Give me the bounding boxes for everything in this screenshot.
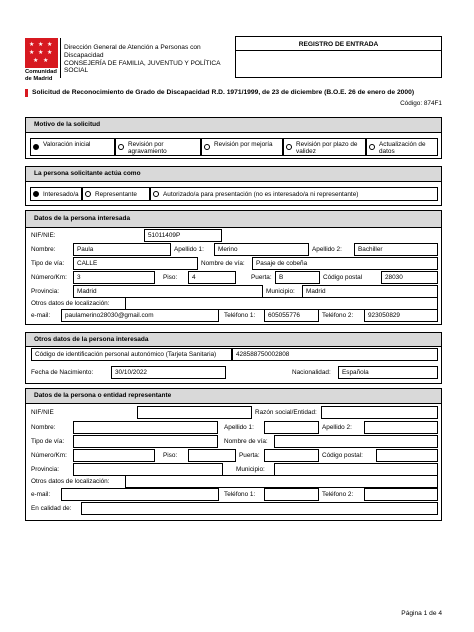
org-line2: CONSEJERÍA DE FAMILIA, JUVENTUD Y POLÍTICA SOCIAL bbox=[64, 59, 221, 75]
nombrevia-field[interactable]: Pasaje de cobeña bbox=[252, 257, 438, 270]
org-line1: Dirección General de Atención a Personas con Discapacidad bbox=[64, 44, 201, 59]
page-number: Página 1 de 4 bbox=[401, 610, 442, 617]
title-accent-bar bbox=[25, 89, 28, 97]
registro-entrada-box bbox=[235, 36, 442, 78]
tel2-field[interactable]: 923050829 bbox=[364, 309, 438, 322]
provincia-field[interactable]: Madrid bbox=[73, 285, 263, 298]
interesada-section bbox=[25, 210, 442, 325]
cp-field[interactable]: 28030 bbox=[381, 271, 438, 284]
motivo-option-actualizacion[interactable] bbox=[366, 138, 438, 156]
tel2-label: Teléfono 2: bbox=[322, 312, 354, 319]
rep-municipio-label: Municipio: bbox=[236, 466, 265, 473]
motivo-option-label: Revisión por mejoría bbox=[214, 141, 273, 148]
actua-option-interesado[interactable] bbox=[30, 187, 82, 201]
rep-tipovia-field[interactable] bbox=[73, 435, 218, 448]
rep-puerta-field[interactable] bbox=[264, 449, 319, 462]
rep-calidad-label: En calidad de: bbox=[31, 505, 72, 512]
provincia-label: Provincia: bbox=[31, 288, 60, 295]
radio-checked-icon[interactable] bbox=[33, 191, 39, 197]
logo-text-line2: de Madrid bbox=[25, 75, 53, 82]
rep-email-label: e-mail: bbox=[31, 491, 51, 498]
email-label: e-mail: bbox=[31, 312, 51, 319]
rep-razon-field[interactable] bbox=[321, 406, 438, 419]
otros-datos-section bbox=[25, 332, 442, 384]
radio-unchecked-icon[interactable] bbox=[85, 191, 91, 197]
otros-datos-heading: Otros datos de la persona interesada bbox=[26, 333, 441, 347]
rep-nombre-label: Nombre: bbox=[31, 424, 56, 431]
fecha-nacimiento-label: Fecha de Nacimiento: bbox=[31, 369, 94, 376]
actua-option-autorizado[interactable] bbox=[150, 187, 438, 201]
rep-piso-field[interactable] bbox=[188, 449, 236, 462]
fecha-nacimiento-field[interactable]: 30/10/2022 bbox=[111, 366, 226, 379]
nacionalidad-label: Nacionalidad: bbox=[292, 369, 331, 376]
rep-calidad-field[interactable] bbox=[81, 502, 438, 515]
motivo-section bbox=[25, 117, 442, 159]
nombrevia-label: Nombre de vía: bbox=[201, 260, 245, 267]
document-title: Solicitud de Reconocimiento de Grado de Discapacidad R.D. 1971/1999, de 23 de diciembre (B.O.E. 26 de enero de 2000) bbox=[32, 89, 415, 96]
rep-numero-label: Número/Km: bbox=[31, 452, 67, 459]
rep-tel2-label: Teléfono 2: bbox=[322, 491, 354, 498]
piso-field[interactable]: 4 bbox=[188, 271, 236, 284]
numero-field[interactable]: 3 bbox=[73, 271, 155, 284]
nif-field[interactable]: 51011409P bbox=[144, 229, 222, 242]
motivo-option-label: Revisión por plazo de validez bbox=[296, 141, 358, 156]
apellido1-label: Apellido 1: bbox=[174, 246, 204, 253]
motivo-option-inicial[interactable] bbox=[30, 138, 115, 156]
rep-nif-label: NIF/NIE bbox=[31, 409, 54, 416]
rep-apellido2-label: Apellido 2: bbox=[322, 424, 352, 431]
tipovia-field[interactable]: CALLE bbox=[73, 257, 198, 270]
tel1-field[interactable]: 605055776 bbox=[264, 309, 319, 322]
registro-divider bbox=[236, 50, 441, 51]
motivo-option-validez[interactable] bbox=[283, 138, 366, 156]
motivo-option-label: Valoración inicial bbox=[43, 141, 91, 148]
nif-label: NIF/NIE: bbox=[31, 232, 56, 239]
actua-section bbox=[25, 166, 442, 206]
puerta-field[interactable]: B bbox=[275, 271, 320, 284]
actua-option-label: Autorizado/a para presentación (no es interesado/a ni representante) bbox=[163, 191, 359, 198]
rep-email-field[interactable] bbox=[61, 488, 219, 501]
numero-label: Número/Km: bbox=[31, 274, 67, 281]
rep-provincia-label: Provincia: bbox=[31, 466, 60, 473]
rep-puerta-label: Puerta: bbox=[239, 452, 260, 459]
puerta-label: Puerta: bbox=[251, 274, 272, 281]
registro-title: REGISTRO DE ENTRADA bbox=[298, 41, 379, 48]
codigo-sanitario-field[interactable]: 428588750002808 bbox=[232, 348, 438, 361]
radio-unchecked-icon[interactable] bbox=[204, 144, 210, 150]
rep-nombrevia-field[interactable] bbox=[274, 435, 438, 448]
comunidad-madrid-logo: ★ ★ ★ ★ ★ ★ ★ ★ bbox=[25, 38, 58, 68]
nacionalidad-field[interactable]: Española bbox=[338, 366, 438, 379]
email-field[interactable]: paulamerino28030@gmail.com bbox=[61, 309, 219, 322]
rep-cp-label: Código postal: bbox=[322, 452, 363, 459]
header-divider bbox=[60, 38, 61, 78]
motivo-option-label: Revisión por agravamiento bbox=[128, 141, 167, 156]
actua-option-label: Representante bbox=[95, 191, 137, 198]
nombre-field[interactable]: Paula bbox=[73, 243, 171, 256]
piso-label: Piso: bbox=[163, 274, 178, 281]
tel1-label: Teléfono 1: bbox=[224, 312, 256, 319]
motivo-option-label: Actualización de datos bbox=[379, 141, 426, 156]
representante-heading: Datos de la persona o entidad representante bbox=[26, 389, 441, 404]
motivo-option-mejoria[interactable] bbox=[201, 138, 283, 156]
apellido1-field[interactable]: Merino bbox=[214, 243, 309, 256]
rep-apellido2-field[interactable] bbox=[364, 421, 438, 434]
apellido2-field[interactable]: Bachiller bbox=[354, 243, 438, 256]
cp-label: Código postal bbox=[323, 274, 363, 281]
actua-option-label: Interesado/a bbox=[43, 191, 79, 198]
rep-otros-field[interactable] bbox=[125, 475, 438, 488]
logo-text bbox=[25, 69, 57, 82]
rep-apellido1-field[interactable] bbox=[264, 421, 319, 434]
rep-nombre-field[interactable] bbox=[73, 421, 218, 434]
rep-tel2-field[interactable] bbox=[364, 488, 438, 501]
codigo-sanitario-label: Código de identificación personal autonómico (Tarjeta Sanitaria) bbox=[31, 348, 232, 361]
rep-numero-field[interactable] bbox=[73, 449, 155, 462]
rep-tel1-field[interactable] bbox=[264, 488, 319, 501]
representante-section bbox=[25, 388, 442, 521]
radio-unchecked-icon[interactable] bbox=[369, 144, 375, 150]
logo-text-line1: Comunidad bbox=[25, 69, 57, 75]
radio-unchecked-icon[interactable] bbox=[153, 191, 159, 197]
municipio-field[interactable]: Madrid bbox=[302, 285, 438, 298]
tipovia-label: Tipo de vía: bbox=[31, 260, 65, 267]
motivo-option-agravamiento[interactable] bbox=[115, 138, 201, 156]
rep-otros-label: Otros datos de localización: bbox=[31, 478, 110, 485]
radio-unchecked-icon[interactable] bbox=[118, 144, 124, 150]
nombre-label: Nombre: bbox=[31, 246, 56, 253]
motivo-heading: Motivo de la solicitud bbox=[26, 118, 441, 133]
rep-nif-field[interactable] bbox=[137, 406, 252, 419]
rep-piso-label: Piso: bbox=[163, 452, 178, 459]
municipio-label: Municipio: bbox=[266, 288, 295, 295]
document-code: Código: 874F1 bbox=[400, 100, 442, 107]
rep-nombrevia-label: Nombre de vía: bbox=[224, 438, 268, 445]
radio-checked-icon[interactable] bbox=[33, 144, 39, 150]
interesada-heading: Datos de la persona interesada bbox=[26, 211, 441, 228]
apellido2-label: Apellido 2: bbox=[312, 246, 342, 253]
rep-tipovia-label: Tipo de vía: bbox=[31, 438, 65, 445]
rep-razon-label: Razón social/Entidad: bbox=[255, 409, 317, 416]
actua-option-representante[interactable] bbox=[82, 187, 150, 201]
otros-label: Otros datos de localización: bbox=[31, 300, 110, 307]
actua-heading: La persona solicitante actúa como bbox=[26, 167, 441, 182]
rep-tel1-label: Teléfono 1: bbox=[224, 491, 256, 498]
radio-unchecked-icon[interactable] bbox=[286, 144, 292, 150]
rep-apellido1-label: Apellido 1: bbox=[224, 424, 254, 431]
organization-name bbox=[64, 44, 234, 75]
rep-cp-field[interactable] bbox=[376, 449, 438, 462]
